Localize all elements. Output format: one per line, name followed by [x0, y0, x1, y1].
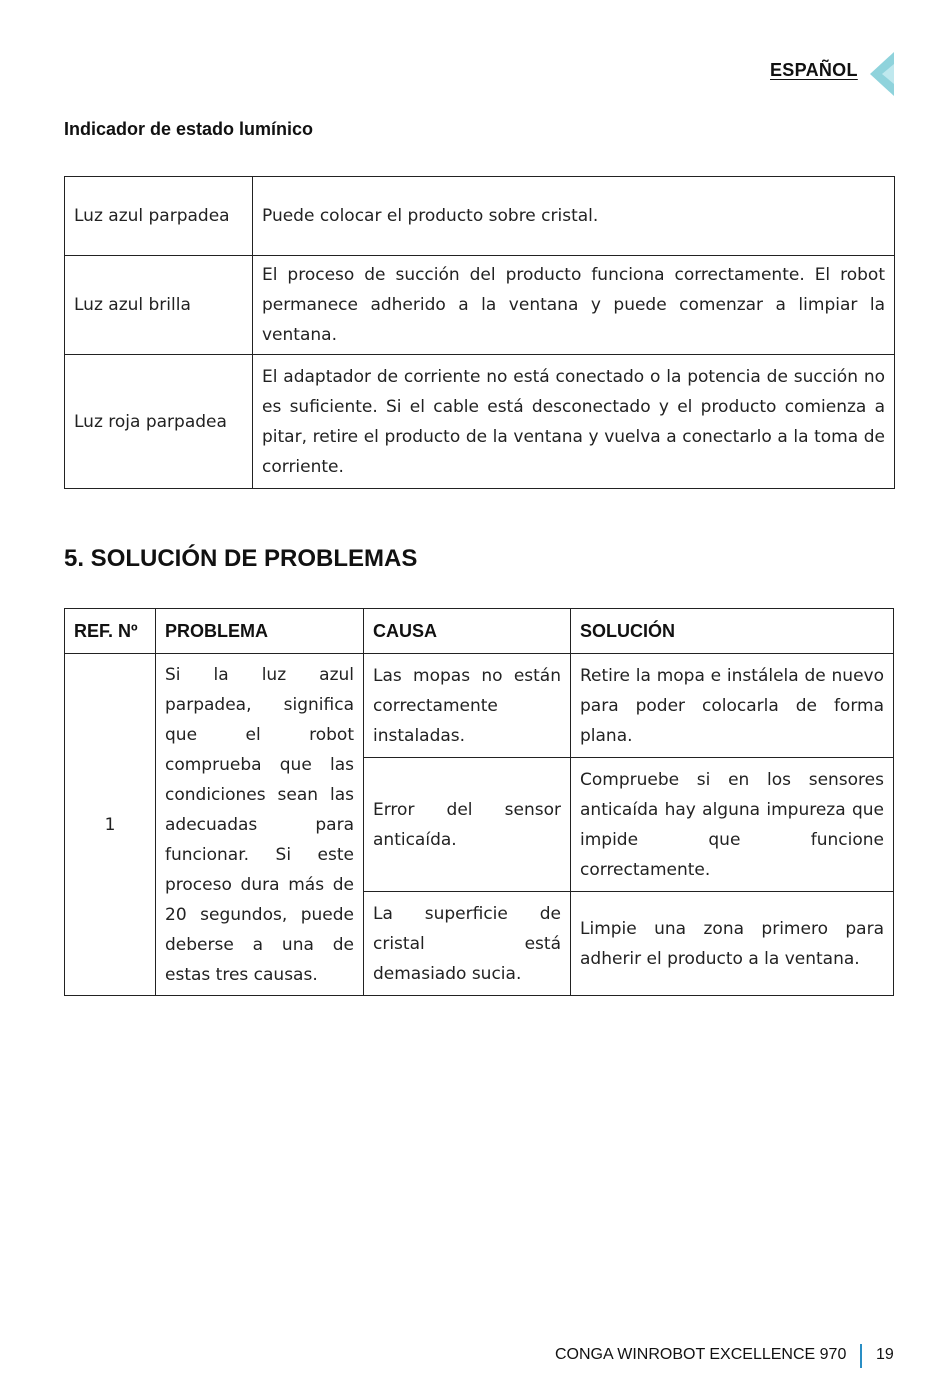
troubleshooting-table [64, 608, 894, 996]
column-header-problem: PROBLEMA [156, 609, 364, 654]
light-state: Luz azul parpadea [65, 177, 253, 256]
table-row [65, 256, 895, 355]
triangle-logo-icon [866, 50, 896, 98]
language-label: ESPAÑOL [770, 60, 858, 80]
status-indicator-table [64, 176, 895, 489]
column-header-ref: REF. Nº [65, 609, 156, 654]
page-number: 19 [876, 1346, 894, 1363]
table-row [65, 177, 895, 256]
cause-cell: La superficie de cristal está demasiado sucia. [364, 892, 571, 996]
solution-cell: Retire la mopa e instálela de nuevo para poder colocarla de forma plana. [571, 654, 894, 758]
light-description: El proceso de succión del producto funciona correctamente. El robot permanece adherido a la ventana y puede comenzar a limpiar la ventana. [253, 256, 895, 355]
light-description: Puede colocar el producto sobre cristal. [253, 177, 895, 256]
solution-cell: Limpie una zona primero para adherir el producto a la ventana. [571, 892, 894, 996]
table-header-row [65, 609, 894, 654]
table-row [65, 355, 895, 489]
cause-cell: Error del sensor anticaída. [364, 758, 571, 892]
light-state: Luz roja parpadea [65, 355, 253, 489]
footer-divider [860, 1344, 862, 1368]
problem-description: Si la luz azul parpadea, significa que el robot comprueba que las condiciones sean las adecuadas para funcionar. Si este proceso dura más de 20 segundos, puede deberse a una de estas tres causas. [156, 654, 364, 996]
light-description: El adaptador de corriente no está conectado o la potencia de succión no es suficiente. Si el cable está desconectado y el producto comienza a pitar, retire el producto de la ventana y vuelva a conectarlo a la toma de corriente. [253, 355, 895, 489]
table-row [65, 654, 894, 758]
cause-cell: Las mopas no están correctamente instaladas. [364, 654, 571, 758]
status-indicator-title: Indicador de estado lumínico [64, 119, 314, 139]
ref-number: 1 [65, 654, 156, 996]
column-header-solution: SOLUCIÓN [571, 609, 894, 654]
section-title: 5. SOLUCIÓN DE PROBLEMAS [64, 545, 418, 572]
column-header-cause: CAUSA [364, 609, 571, 654]
footer-model-name: CONGA WINROBOT EXCELLENCE 970 [555, 1346, 847, 1363]
light-state: Luz azul brilla [65, 256, 253, 355]
solution-cell: Compruebe si en los sensores anticaída hay alguna impureza que impide que funcione correctamente. [571, 758, 894, 892]
